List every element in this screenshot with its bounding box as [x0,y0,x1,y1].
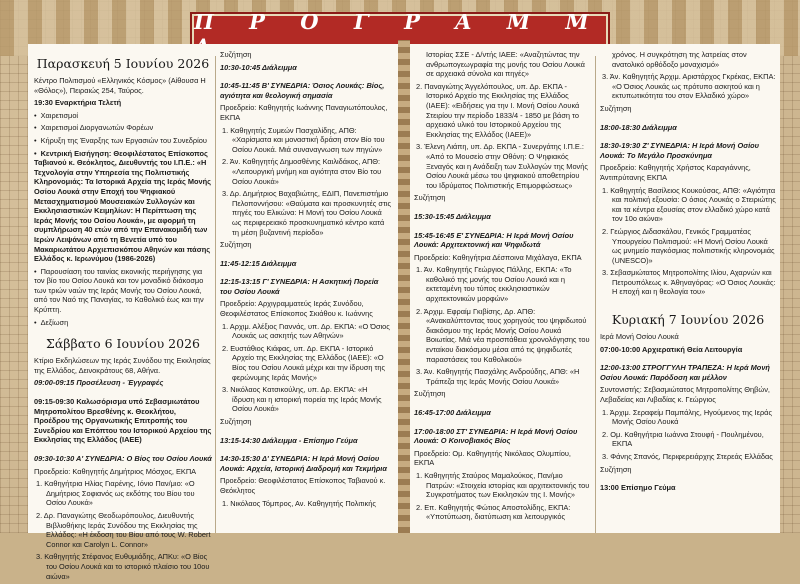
column-separator [595,56,596,533]
session-heading: 16:45-17:00 Διάλειμμα [414,408,491,417]
speaker-item: 2. Ευστάθιος Κιάφας, υπ. Δρ. ΕΚΠΑ - Ιστορικό Αρχείο της Εκκλησίας της Ελλάδος (ΙΑΕΕ): «Ο Βίος του Οσίου Λουκά μέχρι και την ίδρυση της φερώνυμης Ιεράς Μονής» [222,343,386,382]
session-heading: 18:30-19:30 Ζ' ΣΥΝΕΔΡΙΑ: Η Ιερά Μονή Οσίου Λουκά: Το Μεγάλο Προσκύνημα [600,141,760,160]
speaker-item: 1. Καθηγητής Βασίλειος Κουκούσας, ΑΠΘ: «Αγιότητα και πολιτική εξουσία: Ο όσιος Λουκάς ο Στειριώτης και τα κέντρα εξουσίας στον ελλαδικό χώρο κατά τον 10ο αιώνα» [602,185,776,224]
speaker-item: 3. Νικόλαος Κατσικούλης, υπ. Δρ. ΕΚΠΑ: «Η ίδρυση και η ιστορική πορεία της Ιεράς Μονής Οσίου Λουκά» [222,385,382,414]
session-heading: 13:15-14:30 Διάλειμμα - Επίσημο Γεύμα [220,435,358,445]
speaker-item: 3. Φάνης Σπανός, Περιφερειάρχης Στερεάς Ελλάδας [602,452,773,461]
left-page [28,44,398,581]
speaker-item: 1. Νικόλαος Τόμπρος, Αν. Καθηγητής Πολιτικής [222,498,376,508]
session-heading: 09:00-09:15 Προσέλευση - Έγγραφές [34,378,164,388]
schedule-text: Κέντρο Πολιτισμού «Ελληνικός Κόσμος» (Αίθουσα Η «Θόλος»), Πειραιώς 254, Ταύρος. [34,76,206,95]
line-spacer [414,522,592,525]
session-heading: 18:00-18:30 Διάλειμμα [600,122,677,132]
welcome-item: 09:15-09:30 Καλωσόρισμα υπό Σεβασμιωτάτου Μητροπολίτου Βρεσθένης κ. Θεοκλήτου, Προέδρου της Οργανωτικής Επιτροπής του Συνεδρίου και Επόπτου του Ιστορικού Αρχείου της Εκκλησίας της Ελλάδος (ΙΑΕΕ) [34,397,212,445]
line-spacer [220,508,392,511]
speaker-item: 1. Καθηγητής Σταύρος Μαμαλούκος, Παν/μιο Πατρών: «Στοιχεία ιστορίας και αρχιτεκτονικής του Συγκροτήματος των Εκκλησιών της Ι. Μονής» [416,470,590,500]
speaker-item: 1. Άν. Καθηγητής Γεώργιος Πάλλης, ΕΚΠΑ: «Το καθολικό της μονής του Οσίου Λουκά και η εκτεταμένη του τύπος εκκλησιαστικών αρχιτεκτονικών μορφών» [416,265,572,304]
schedule-text: Συζήτηση [220,240,252,250]
line-spacer [600,493,776,496]
column-separator [215,56,216,533]
schedule-text: Συζήτηση [414,193,446,203]
session-heading: 14:30-15:30 Δ' ΣΥΝΕΔΡΙΑ: Η Ιερά Μονή Οσίου Λουκά: Αρχεία, Ιστορική Διαδρομή και Τεκμήρια [220,454,387,473]
session-heading: 12:00-13:00 ΣΤΡΟΓΓΥΛΗ ΤΡΑΠΕΖΑ: Η Ιερά Μονή Οσίου Λουκά: Παρόδοση και μέλλον [600,363,770,382]
speaker-item: 2. Άν. Καθηγητής Δημοσθένης Καιλιδάκος, ΑΠΘ: «Λειτουργική μνήμη και αγιότητα στον Βίο του Οσίου Λουκά» [222,157,382,186]
speaker-item: 1. Καθηγήτρια Ηλίας Γιαρένης, Ιόνιο Παν/μιο: «Ο Δημήτριος Σοφιανός ως εκδότης του Βίου του Οσίου Λουκά» [36,479,195,508]
session-heading: 10:45-11:45 Β' ΣΥΝΕΔΡΙΑ: Όσιος Λουκάς: Βίος, αγιότητα και θεολογική σημασία [220,81,385,100]
speaker-item: 3. Άν. Καθηγητής Άρχιμ. Αριστάρχος Γκρέκας, ΕΚΠΑ: «Ο Όσιος Λουκάς ως πρότυπο ασκητού και η εκτυπωτικότητα του στον Ελλαδικό χώρο» [602,72,776,101]
bullet-item: • Δεξίωση [34,318,212,328]
speaker-item: 3. Έλενη Λιάπη, υπ. Δρ. ΕΚΠΑ - Συνεργάτης Ι.Π.Ε.: «Από το Μουσείο στην Οθόνη: Ο Ψηφιακός Ξεναγός και η Ανάδειξη των Συλλογών της Μονής Οσίου Λουκά μέσω του ψηφιακού αποθετηρίου του Ιδρύματος Πολιτιστικής Επιμορφώσεως» [416,142,588,190]
friday-schedule [34,76,212,330]
speaker-item: 2. Δρ. Παναγιώτης Θεοδωρόπουλος, Διευθυντής Βιβλιοθήκης Ιεράς Συνόδου της Εκκλησίας της Ελλάδος: «Η έκδοση του Βίου από τους W. Robert Connor και Carolyn L. Connor» [36,510,211,549]
schedule-text: Κτίριο Εκδηλώσεων της Ιεράς Συνόδου της Εκκλησίας της Ελλάδος, Δεινοκράτους 68, Αθήνα. [34,356,211,375]
speaker-item: 3. Άν. Καθηγητής Πασχάλης Ανδρούδης, ΑΠΘ: «Η Τράπεζα της Ιεράς Μονής Οσίου Λουκά» [416,367,580,386]
schedule-text: Συζήτηση [220,417,252,426]
schedule-text: Προεδρείο: Καθηγήτρια Δέσποινα Μιχάλαγα, ΕΚΠΑ [414,252,582,262]
session-heading: 11:45-12:15 Διάλειμμα [220,258,297,268]
saturday-schedule [34,356,212,584]
day-heading-friday: Παρασκευή 5 Ιουνίου 2026 [36,56,210,71]
session-heading: 15:30-15:45 Διάλειμμα [414,211,491,221]
schedule-text: Συντονιστής: Σεβασμιώτατος Μητροπολίτης Θηβών, Λεβαδείας και Λιβαδίας κ. Γεώργιος [600,385,770,405]
column-3 [414,50,592,533]
spacer [600,300,776,306]
schedule-text: Προεδρείο: Καθηγητής Χρήστος Καραγιάννης, Άντιπρύτανης ΕΚΠΑ [600,163,751,182]
column-2 [220,50,392,533]
saturday-schedule-continued [220,50,392,511]
speaker-item: 3. Δρ. Δημήτριος Βαχαβιώτης, ΕΔΙΠ, Πανεπιστήμιο Πελοποννήσου: «Θαύματα και προσκυνητές στις πηγές του Ελικώνα: Η Μονή του Οσίου Λουκά ως περιφερειακό προσκυνηματικό κέντρο κατά τη μέση βυζαντινή περίοδο» [222,189,392,237]
speaker-item: 1. Καθηγητής Συμεών Πασχαλίδης, ΑΠΘ: «Χαρίσματα και μοναστική δράση στον Βίο του Οσίου Λουκά. Μιά συναναγνωση των πηγών» [222,125,385,154]
sunday-schedule [600,332,776,496]
session-heading: 10:30-10:45 Διάλειμμα [220,62,297,72]
column-1 [34,50,212,581]
schedule-text: Προεδρείο: Θεοφιλέστατος Επίσκοπος Ταβιανού κ. Θεόκλητος [220,476,386,495]
program-title: Π Ρ Ο Γ Ρ Α Μ Μ [194,9,603,34]
event-heading: 07:00-10:00 Αρχιερατική Θεία Λειτουργία [600,344,743,354]
speaker-item: 2. Ομ. Καθηγήτρια Ιωάννα Στουφή - Πουλημένου, ΕΚΠΑ [602,429,764,449]
schedule-text: Προεδρείο: Καθηγητής Δημήτριος Μόσχος, ΕΚΠΑ [34,466,197,476]
speaker-item: 1. Άρχιμ. Σεραφείμ Παμπάλης, Ηγούμενος της Ιεράς Μονής Οσίου Λουκά [602,407,773,427]
session-heading: 15:45-16:45 Ε' ΣΥΝΕΔΡΙΑ: Η Ιερά Μονή Οσίου Λουκά: Αρχιτεκτονική και Ψηφιδωτά [414,230,574,250]
schedule-text: Ιερά Μονή Οσίου Λουκά [600,332,679,342]
speaker-item: 1. Αρχιμ. Αλέξιος Γιαννάς, υπ. Δρ. ΕΚΠΑ: «Ο Όσιος Λουκάς ως ασκητής των Αθηνών» [222,321,390,341]
bullet-item: • Χαιρετισμοί Διοργανωτών Φορέων [34,123,212,133]
schedule-text: Συζήτηση [414,389,446,399]
speaker-item: 2. Γεώργιος Διδασκάλου, Γενικός Γραμματέας Υπουργείου Πολιτισμού: «Η Μονή Οσίου Λουκά ως μνημείο παγκόσμιας πολιτιστικής κληρονομιάς (UNESCO)» [602,226,775,265]
speaker-item: 2. Άρχιμ. Εφραίμ Γκιβίσης, Δρ. ΑΠΘ: «Ανακαλύπτοντας τους χορηγούς του ψηφιδωτού διακόσμου της Ιεράς Μονής Οσίου Λουκά Βοιωτίας. Μιά νέα προσπάθεια χρονολόγησης του ενταίκου διακόσμου μέσα από τις ψηφιδωτές παραστάσεις του Καθολικού» [416,306,590,364]
speaker-item-continued: Ιστορίας ΣΣΕ - Δ/ντής ΙΑΕΕ: «Αναζητώντας την ανθρωπογεωγραφία της μονής του Οσίου Λουκά σε αρχειακά σύνολα και πηγές» [426,50,585,79]
bullet-item: • Κήρυξη της Έναρξης των Εργασιών του Συνεδρίου [34,136,212,146]
right-page [410,44,780,533]
event-heading: 19:30 Εναρκτήρια Τελετή [34,98,122,108]
schedule-text: Συζήτηση [600,103,632,113]
column-4 [600,50,776,533]
schedule-text: Προεδρείο: Αρχιγραμματεύς Ιεράς Συνόδου, Θεοφιλέστατος Επίσκοπος Σκιάθου κ. Ιωάννης [220,299,373,319]
speaker-item: 3. Σεβασμιώτατος Μητροπολίτης Ιλίου, Αχαρνών και Πετρουπόλεως κ. Άθηναγόρας: «Ο Όσιος Λουκάς: Η εποχή και η θεολογία του» [602,268,776,297]
speaker-item: 3. Καθηγητής Στέφανος Ευθυμιάδης, ΑΠΚυ: «Ο Βίος του Οσίου Λουκά και το ιστορικό πλαίσιο του 10ου αιώνα» [36,552,210,581]
bullet-item: • Παρουσίαση του ταινίας εικονικής περιήγησης για τον βίο του Οσίου Λουκά και τον μοναδικό διάκοσμο των τριών ναών της Ιεράς Μονής του Οσίου Λουκά, από τον Ναό της Παναγίας, το Καθολικό έως και την Κρύπτη. [34,267,212,315]
session-heading: 17:00-18:00 ΣΤ' ΣΥΝΕΔΡΙΑ: Η Ιερά Μονή Οσίου Λουκά: Ο Κοινοβιακός Βίος [414,426,578,446]
saturday-schedule-afternoon [414,50,592,525]
bullet-item: • Χαιρετισμοί [34,111,212,121]
speaker-item: 2. Επ. Καθηγητής Φώτιος Αποστολίδης, ΕΚΠΑ: «Υποτύπωση, διατύπωση και λειτουργικός [416,502,571,522]
speaker-item-continued: χρόνος. Η συγκρότηση της λατρείας στον ανατολικό ορθόδοξο μοναχισμό» [612,50,747,69]
keynote-item: • Κεντρική Εισήγηση: Θεοφιλέστατος Επίσκοπος Ταβιανού κ. Θεόκλητος, Διευθυντής του Ι.Π.Ε.: «Η Τεχνολογία στην Υπηρεσία της Πολιτιστικής Κληρονομιάς: Τα Ιστορικά Αρχεία της Ιεράς Μονής Οσίου Λουκά στην Εποχή του Ψηφιακού Μετασχηματισμού Μουσειακών Συλλογών και Εκκλησιαστικών Κειμηλίων: Η Περίπτωση της Ιεράς Μονής του Οσίου Λουκά», με αφορμή τη συμπλήρωση 40 ετών από την Επανακομιδή των Ιερών Λειψάνων από τη Βενετία υπό του Μακαριωτάτου Αρχιεπισκόπου Αθηνών και πάσης Ελλάδος κ. Ιερωνύμου (1986-2026) [34,149,212,264]
schedule-text: Συζήτηση [220,50,252,59]
session-heading: 12:15-13:15 Γ' ΣΥΝΕΔΡΙΑ: Η Ασκητική Πορεία του Οσίου Λουκά [220,277,379,296]
schedule-text: Προεδρείο: Ομ. Καθηγητής Νικόλαος Ολυμπίου, ΕΚΠΑ [414,448,571,468]
page-divider [398,40,410,533]
saturday-schedule-evening [600,50,776,306]
speaker-item: 2. Παναγιώτης Άγγελόπουλος, υπ. Δρ. ΕΚΠΑ - Ιστορικό Αρχείο της Εκκλησίας της Ελλάδος (ΙΑΕΕ): «Ειδήσεις για την Ι. Μονή Οσίου Λουκά Στειρίου την περίοδο 1833/4 - 1850 με βάση το αρχειακό υλικό του Ιστορικού Αρχείου της Εκκλησίας της Ελλάδος (ΙΑΕΕ)» [416,81,580,139]
schedule-text: Συζήτηση [600,464,632,474]
event-heading: 13:00 Επίσημο Γεύμα [600,483,676,493]
line-spacer [34,327,212,330]
session-heading: 09:30-10:30 Α' ΣΥΝΕΔΡΙΑ: Ο Βίος του Οσίου Λουκά [34,454,212,463]
schedule-text: Προεδρείο: Καθηγητής Ιωάννης Παναγιωτόπουλος, ΕΚΠΑ [220,103,388,122]
day-heading-saturday: Σάββατο 6 Ιουνίου 2026 [46,336,200,352]
day-heading-sunday: Κυριακή 7 Ιουνίου 2026 [611,312,765,328]
